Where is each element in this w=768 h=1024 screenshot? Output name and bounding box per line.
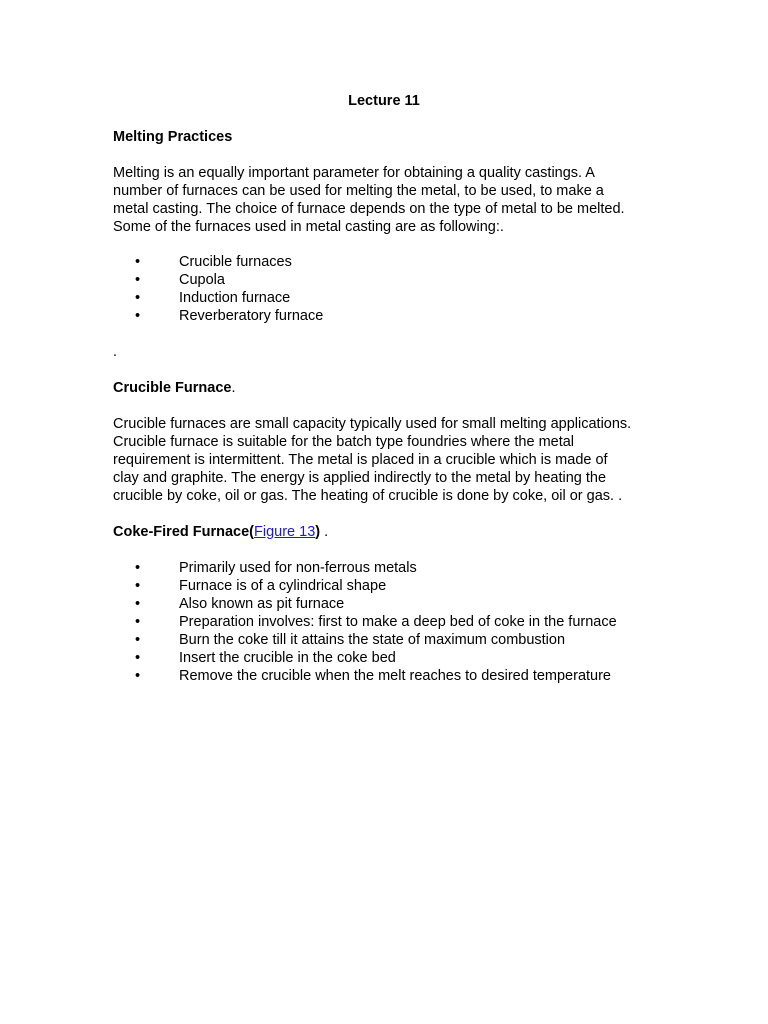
bullet-glyph: • xyxy=(135,650,141,666)
bullet-glyph: • xyxy=(135,560,141,576)
figure-13-link[interactable]: Figure 13 xyxy=(254,524,316,540)
furnace-types-list xyxy=(113,253,653,325)
list-item: • Cupola xyxy=(135,272,225,288)
melting-intro-paragraph xyxy=(113,164,653,236)
bullet-glyph: • xyxy=(135,614,141,630)
list-item: • Induction furnace xyxy=(135,290,291,306)
paragraph-line: crucible by coke, oil or gas. The heating of crucible is done by coke, oil or gas. . xyxy=(113,488,623,504)
bullet-glyph: • xyxy=(135,254,141,270)
bullet-glyph: • xyxy=(135,290,141,306)
coke-fired-furnace-list xyxy=(113,559,653,685)
list-item: • Remove the crucible when the melt reaches to desired temperature xyxy=(135,668,611,684)
paragraph-line: number of furnaces can be used for melting the metal, to be used, to make a xyxy=(113,183,604,199)
bullet-glyph: • xyxy=(135,272,141,288)
paragraph-line: Some of the furnaces used in metal casting are as following:. xyxy=(113,219,504,235)
list-item: • Preparation involves: first to make a deep bed of coke in the furnace xyxy=(135,614,617,630)
list-item: • Burn the coke till it attains the state of maximum combustion xyxy=(135,632,566,648)
bullet-glyph: • xyxy=(135,668,141,684)
paragraph-line: metal casting. The choice of furnace depends on the type of metal to be melted. xyxy=(113,201,625,217)
melting-practices-heading: Melting Practices xyxy=(113,129,233,145)
bullet-glyph: • xyxy=(135,632,141,648)
bullet-glyph: • xyxy=(135,596,141,612)
paragraph-line: clay and graphite. The energy is applied indirectly to the metal by heating the xyxy=(113,470,607,486)
lecture-title: Lecture 11 xyxy=(348,93,420,109)
list-item: • Furnace is of a cylindrical shape xyxy=(135,578,387,594)
list-item: • Primarily used for non-ferrous metals xyxy=(135,560,417,576)
stray-period: . xyxy=(113,344,118,360)
list-item: • Crucible furnaces xyxy=(135,254,292,270)
bullet-glyph: • xyxy=(135,578,141,594)
document-body xyxy=(113,128,653,685)
crucible-furnace-heading: Crucible Furnace. xyxy=(113,380,236,396)
paragraph-line: Crucible furnaces are small capacity typically used for small melting applications. xyxy=(113,416,632,432)
paragraph-line: requirement is intermittent. The metal is placed in a crucible which is made of xyxy=(113,452,608,468)
list-item: • Also known as pit furnace xyxy=(135,596,345,612)
coke-fired-furnace-heading: Coke-Fired Furnace(Figure 13) . xyxy=(113,524,329,540)
paragraph-line: Crucible furnace is suitable for the batch type foundries where the metal xyxy=(113,434,575,450)
list-item: • Reverberatory furnace xyxy=(135,308,324,324)
crucible-furnace-paragraph xyxy=(113,415,653,505)
bullet-glyph: • xyxy=(135,308,141,324)
paragraph-line: Melting is an equally important parameter for obtaining a quality castings. A xyxy=(113,165,595,181)
list-item: • Insert the crucible in the coke bed xyxy=(135,650,396,666)
